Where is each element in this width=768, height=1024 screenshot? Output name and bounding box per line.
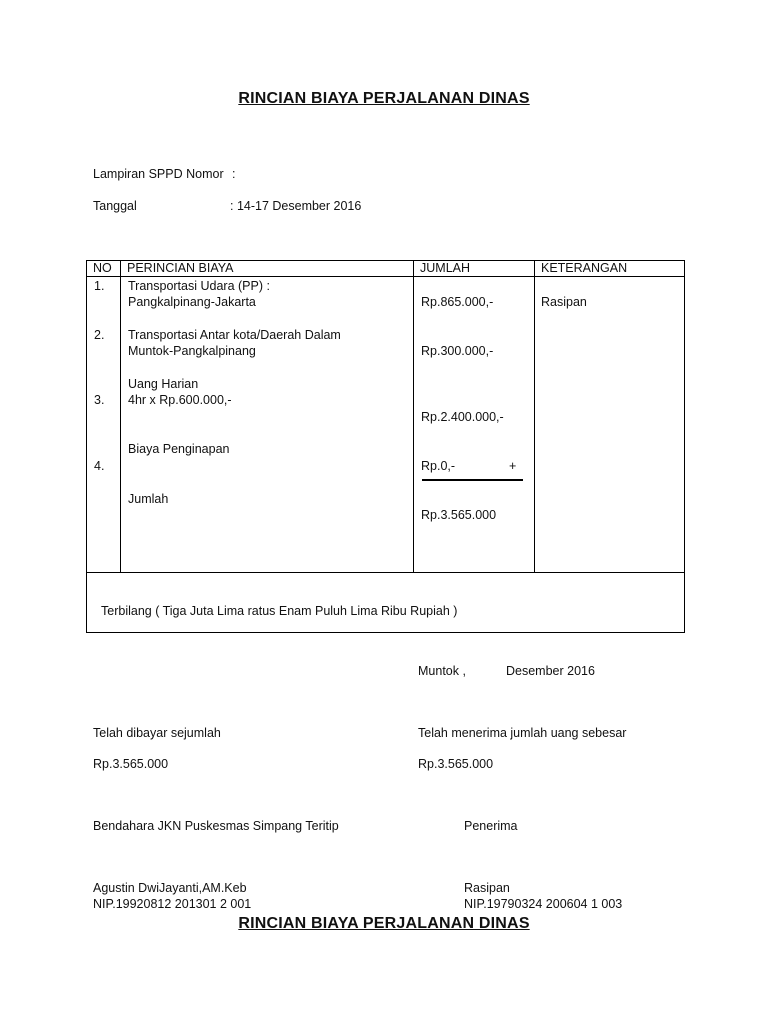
total-amount: Rp.3.565.000 [421, 508, 497, 522]
paid-label: Telah dibayar sejumlah [93, 726, 221, 740]
item-1-line1: Transportasi Udara (PP) : [128, 279, 270, 293]
header-perincian: PERINCIAN BIAYA [121, 261, 414, 277]
terbilang-row [87, 573, 685, 633]
item-2-line1: Transportasi Antar kota/Daerah Dalam [128, 328, 341, 342]
treasurer-name: Agustin DwiJayanti,AM.Keb [93, 881, 247, 895]
perincian-column [121, 277, 414, 573]
item-4-amount: Rp.0,- [421, 459, 456, 473]
receiver-nip: NIP.19790324 200604 1 003 [464, 897, 623, 911]
lampiran-label: Lampiran SPPD Nomor [93, 167, 224, 181]
item-3-number: 3. [94, 393, 105, 407]
plus-sign: + [509, 459, 517, 473]
item-3-line1: Uang Harian [128, 377, 199, 391]
item-4-number: 4. [94, 459, 105, 473]
item-1-note: Rasipan [541, 295, 587, 309]
treasurer-role: Bendahara JKN Puskesmas Simpang Teritip [93, 819, 339, 833]
terbilang-cell [87, 573, 685, 633]
date-label: Desember 2016 [506, 664, 595, 678]
tanggal-label: Tanggal [93, 199, 137, 213]
receiver-name: Rasipan [464, 881, 510, 895]
header-jumlah: JUMLAH [414, 261, 535, 277]
receiver-role: Penerima [464, 819, 518, 833]
paid-amount: Rp.3.565.000 [93, 757, 169, 771]
no-column [87, 277, 121, 573]
treasurer-nip: NIP.19920812 201301 2 001 [93, 897, 252, 911]
keterangan-column [535, 277, 685, 573]
tanggal-value: : 14-17 Desember 2016 [230, 199, 362, 213]
sum-line [422, 479, 523, 481]
item-3-line2: 4hr x Rp.600.000,- [128, 393, 232, 407]
jumlah-column [414, 277, 535, 573]
terbilang-text: Terbilang ( Tiga Juta Lima ratus Enam Puluh Lima Ribu Rupiah ) [101, 604, 458, 618]
place-label: Muntok , [418, 664, 466, 678]
item-4-line1: Biaya Penginapan [128, 442, 230, 456]
received-amount: Rp.3.565.000 [418, 757, 494, 771]
total-label: Jumlah [128, 492, 169, 506]
header-no: NO [87, 261, 121, 277]
document-title: RINCIAN BIAYA PERJALANAN DINAS [238, 90, 530, 107]
item-1-line2: Pangkalpinang-Jakarta [128, 295, 256, 309]
item-2-number: 2. [94, 328, 105, 342]
lampiran-separator: : [232, 167, 236, 181]
table-header-row [87, 261, 685, 277]
table-body-row [87, 277, 685, 573]
item-1-number: 1. [94, 279, 105, 293]
item-3-amount: Rp.2.400.000,- [421, 410, 504, 424]
cost-table [86, 260, 685, 633]
item-2-amount: Rp.300.000,- [421, 344, 494, 358]
header-keterangan: KETERANGAN [535, 261, 685, 277]
item-2-line2: Muntok-Pangkalpinang [128, 344, 256, 358]
received-label: Telah menerima jumlah uang sebesar [418, 726, 627, 740]
item-1-amount: Rp.865.000,- [421, 295, 494, 309]
footer-title: RINCIAN BIAYA PERJALANAN DINAS [238, 915, 530, 932]
